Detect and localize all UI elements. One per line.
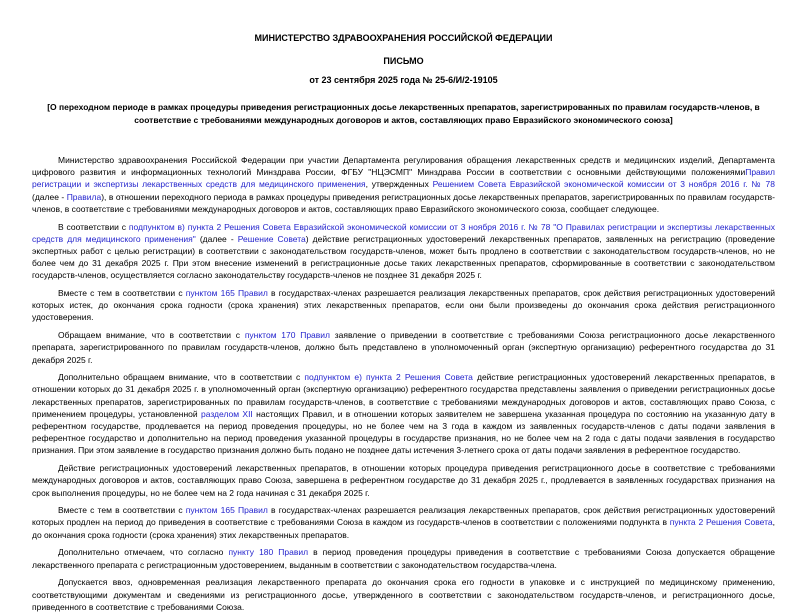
text-run: (далее - — [195, 233, 238, 244]
doc-link[interactable]: разделом XII — [200, 408, 253, 419]
text-run: Допускается ввоз, одновременная реализация лекарственного препарата до окончания срока его годности в упаковке и с инструкцией по медицинскому применению, соответствующими документам и сведениями из регистрационного досье, утвержденного в соответствии с законодательством государств-членов, и регистрационного досье, приведенного в соответствие с требованиями Союза. — [32, 577, 775, 612]
doc-link[interactable]: пунктом 170 Правил — [244, 330, 331, 341]
doc-link[interactable]: пунктом 165 Правил — [185, 505, 268, 516]
paragraph — [32, 287, 775, 324]
paragraph — [32, 504, 775, 541]
paragraph — [32, 329, 775, 366]
doc-link[interactable]: пунктом 165 Правил — [185, 288, 268, 299]
paragraph — [32, 221, 775, 282]
doc-link[interactable]: Правил регистрации и экспертизы лекарственных средств для медицинского применения — [32, 167, 775, 190]
text-run: Вместе с тем в соответствии с — [58, 288, 186, 299]
text-run: в государствах-членах разрешается реализация лекарственных препаратов, срок действия регистрационных удостоверений которых продлен на период до приведения в соответствие с требованиями Союза в каждом из государств-членов в соответствии с положениями подпункта в — [32, 505, 775, 528]
text-run: ), в отношении переходного периода в рамках процедуры приведения регистрационных досье лекарственных препаратов, зарегистрированных по правилам государств-членов, в соответствие с требованиями международных договоров и актов, составляющих право Евразийского экономического союза, сообщает следующее. — [32, 191, 775, 214]
document-header — [32, 33, 775, 127]
paragraph — [32, 371, 775, 456]
ministry-title: МИНИСТЕРСТВО ЗДРАВООХРАНЕНИЯ РОССИЙСКОЙ ФЕДЕРАЦИИ — [254, 33, 553, 43]
text-run: (далее - — [32, 191, 67, 202]
doc-link[interactable]: Правила — [66, 191, 102, 202]
document-date-number: от 23 сентября 2025 года № 25-6/И/2-19105 — [309, 75, 498, 85]
text-run: заявление о приведении в соответствие с требованиями Союза регистрационного досье лекарственного препарата, зарегистрированного по правилам государств-членов, должно быть представлено в уполномоченный орган (экспертную организацию) референтного государства до 31 декабря 2025 г. — [32, 330, 776, 365]
paragraph — [32, 546, 775, 570]
text-run: настоящих Правил, и в отношении которых заявителем не завершена указанная процедура по состоянию на указанную дату в референтном государстве, продлевается на период проведения процедуры, но не более чем на 3 года в каждом из заявленных государств-членов с даты подачи заявления в референтное государство и дополнительно на период проведения указанной процедуры в государстве признания, но не более чем на 2 года с даты подачи заявления в государство признания. При этом заявление в государство признания должно быть подано не позднее даты истечения 3-летнего срока от даты подачи заявления в референтное государство. — [32, 408, 775, 456]
doc-link[interactable]: подпунктом в) пункта 2 Решения Совета Евразийской экономической комиссии от 3 ноября 2016 г. № 78 "О Правилах регистрации и экспертизы лекарственных средств для медицинского применения" — [32, 221, 775, 244]
paragraph — [32, 576, 775, 613]
text-run: В соответствии с — [58, 221, 129, 232]
doc-link[interactable]: Решение Совета — [237, 233, 306, 244]
doc-link[interactable]: Решением Совета Евразийской экономической комиссии от 3 ноября 2016 г. № 78 — [432, 179, 775, 190]
text-run: в государствах-членах разрешается реализация лекарственных препаратов, срок действия регистрационных удостоверений которых истек, до окончания срока годности (срока хранения) этих лекарственных препаратов, если они были произведены до окончания срока действия регистрационного удостоверения. — [32, 288, 775, 323]
text-run: в период проведения процедуры приведения в соответствие с требованиями Союза допускается обращение лекарственного препарата с регистрационным удостоверением, выданным в соответствии с законодательством государства-члена. — [32, 547, 775, 570]
text-run: Министерство здравоохранения Российской Федерации при участии Департамента регулирования обращения лекарственных средств и медицинских изделий, Департамента цифрового развития и информационных технологий Минздрава России, ФГБУ "НЦЭСМП" Минздрава России в соответствии с основными действующими положениями — [32, 155, 775, 178]
doc-link[interactable]: пункту 180 Правил — [228, 547, 309, 558]
text-run: ) действие регистрационных удостоверений лекарственных препаратов, заявленных на регистрацию (проведение экспертных работ с целью регистрации) в соответствии с законодательством государств-членов, может быть продлено в соответствии с законодательством государств-членов, но не более чем до 31 декабря 2025 г. При этом внесение изменений в регистрационные досье таких лекарственных препаратов, сформированные в соответствии с законодательством государств-членов, осуществляется согласно законодательству государств-членов не позднее 31 декабря 2025 г. — [32, 233, 775, 281]
document-subject: [О переходном периоде в рамках процедуры приведения регистрационных досье лекарственных препаратов, зарегистрированных по правилам государств-членов, в соответствие с требованиями международных договоров и актов, составляющих право Евразийского экономического союза] — [47, 102, 760, 125]
doc-link[interactable]: пункта 2 Решения Совета — [669, 517, 773, 528]
text-run: Обращаем внимание, что в соответствии с — [58, 330, 245, 341]
text-run: Вместе с тем в соответствии с — [58, 505, 186, 516]
paragraph — [32, 462, 775, 499]
text-run: , утвержденных — [365, 179, 433, 190]
text-run: Дополнительно обращаем внимание, что в соответствии с — [58, 372, 305, 383]
text-run: действие регистрационных удостоверений лекарственных препаратов, в отношении которых до 31 декабря 2025 г. в уполномоченный орган (экспертную организацию) референтного государства представлены заявления о приведении регистрационных досье лекарственных препаратов, зарегистрированных по правилам государств-членов, в соответствие с требованиями международных договоров и актов, составляющих право Союза, с применением процедуры, установленной — [32, 372, 775, 419]
document-type: ПИСЬМО — [383, 56, 424, 66]
paragraph — [32, 154, 775, 215]
text-run: , до окончания срока годности (срока хранения) этих лекарственных препаратов. — [32, 517, 775, 540]
document-body — [32, 154, 775, 613]
text-run: Действие регистрационных удостоверений лекарственных препаратов, в отношении которых процедура приведения регистрационного досье в соответствие с требованиями международных договоров и актов, составляющих право Союза, завершена в референтном государстве до 31 декабря 2025 г., продлевается в заявленных государствах признания на срок выполнения процедуры, но не более чем на 2 года начиная с 31 декабря 2025 г. — [32, 463, 775, 498]
text-run: Дополнительно отмечаем, что согласно — [58, 547, 229, 558]
doc-link[interactable]: подпунктом е) пункта 2 Решения Совета — [304, 372, 473, 383]
